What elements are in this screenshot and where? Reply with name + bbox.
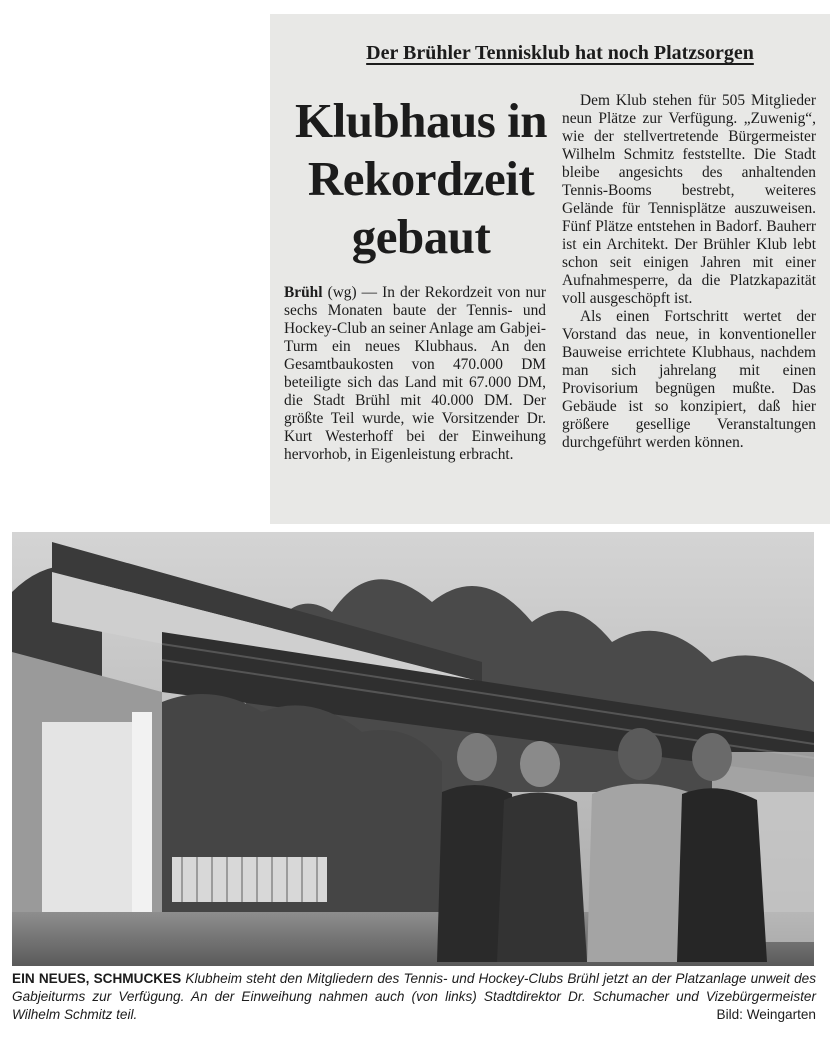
headline-line: Klubhaus in [295,93,547,148]
article-paragraph: Dem Klub stehen für 505 Mitglieder neun Plätze zur Verfügung. „Zuwenig“, wie der stellvertretende Bürgermeister Wilhelm Schmitz feststellte. Die Stadt bleibe angesichts des anhaltenden Tennis-Booms bestrebt, weiteres Gelände für Tennisplätze auszuweisen. Fünf Plätze entstehen in Badorf. Bauherr ist ein Architekt. Der Brühler Klub lebt schon seit einigen Jahren mit einer Aufnahmesperre, da die Platzkapazität voll ausgeschöpft ist. [562,92,816,307]
main-headline [276,92,566,266]
article-right-column [562,92,816,452]
news-photo [12,532,814,966]
photo-credit: Bild: Weingarten [716,1007,816,1022]
caption-text: Klubheim steht den Mitgliedern des Tennis- und Hockey-Clubs Brühl jetzt an der Platzanlage unweit des Gabjeiturms zur Verfügung. An der Einweihung nahmen auch (von links) Stadtdirektor Dr. Schumacher und Vizebürgermeister Wilhelm Schmitz teil. [12,971,816,1022]
photo-caption [12,970,816,1024]
article-text: (wg) — In der Rekordzeit von nur sechs Monaten baute der Tennis- und Hockey-Club an seiner Anlage am Gabjei-Turm ein neues Klubhaus. An den Gesamtbaukosten von 470.000 DM beteiligte sich das Land mit 67.000 DM, die Stadt Brühl mit 40.000 DM. Der größte Teil wurde, wie Vorsitzender Dr. Kurt Westerhoff bei der Einweihung hervorhob, in Eigenleistung erbracht. [284,284,546,463]
article-left-column [284,284,546,464]
clubhouse-photo-illustration [12,532,814,966]
kicker-headline: Der Brühler Tennisklub hat noch Platzsorgen [366,42,754,64]
article-paragraph: Als einen Fortschritt wertet der Vorstand das neue, in konventioneller Bauweise errichtete Klubhaus, nachdem man sich jahrelang mit einen Provisorium begnügen mußte. Das Gebäude ist so konzipiert, daß hier größere gesellige Veranstaltungen durchgeführt werden können. [562,308,816,451]
caption-lead: EIN NEUES, SCHMUCKES [12,971,182,986]
dateline: Brühl [284,284,323,301]
headline-line: Rekordzeit [307,151,535,206]
headline-line: gebaut [351,209,491,264]
